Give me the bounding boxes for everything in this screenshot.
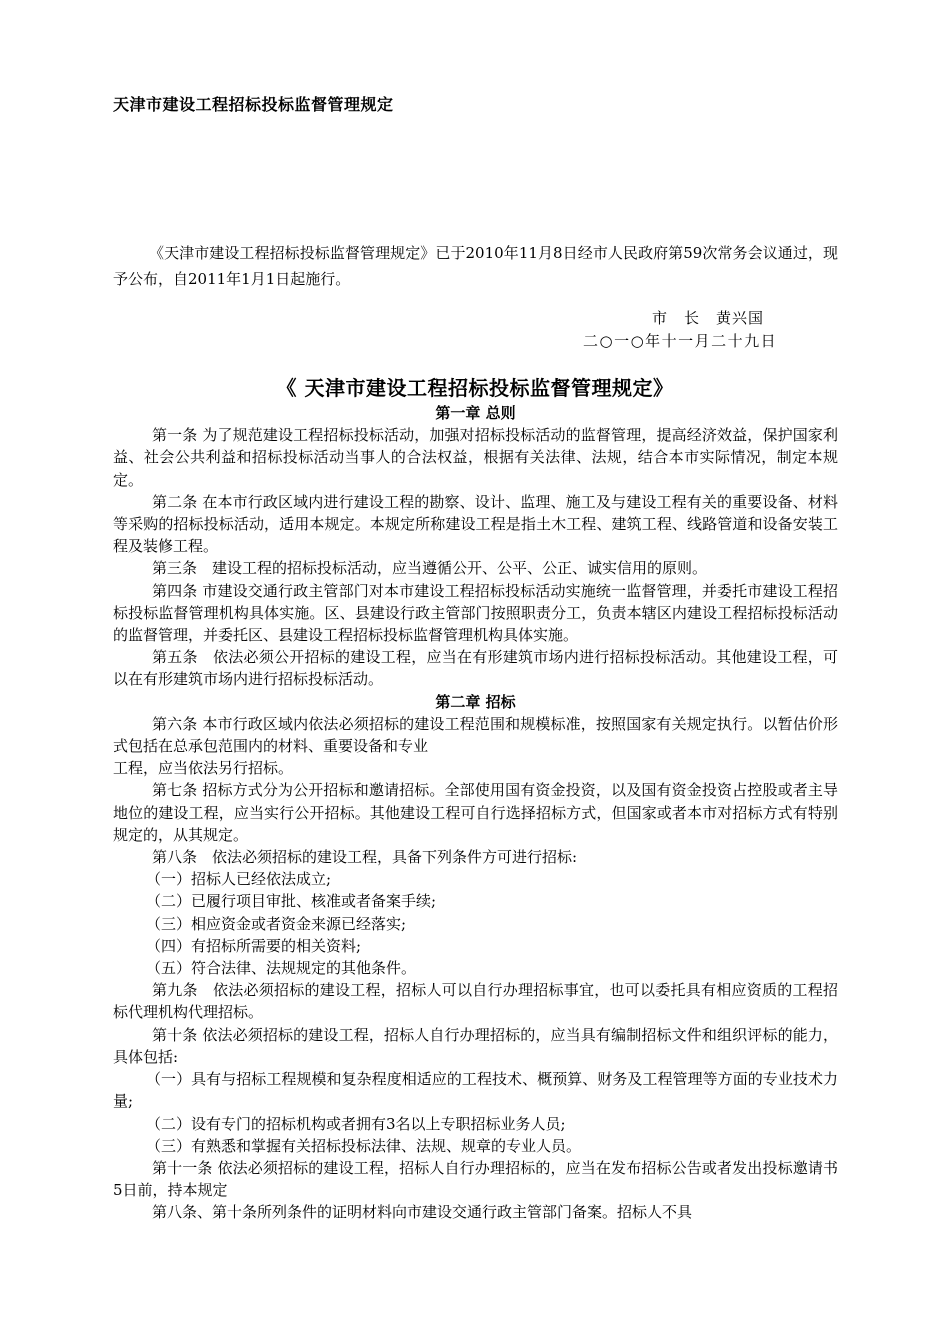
article-10: 第十条 依法必须招标的建设工程，招标人自行办理招标的，应当具有编制招标文件和组织评标的能力，具体包括: xyxy=(113,1025,838,1066)
chapter-heading: 第二章 招标 xyxy=(435,692,516,711)
signature-mayor: 市 长 黄兴国 xyxy=(652,309,765,327)
article-6: 第六条 本市行政区域内依法必须招标的建设工程范围和规模标准，按照国家有关规定执行。以暂估价形式包括在总承包范围内的材料、重要设备和专业 xyxy=(113,714,838,756)
article-8-item: （四）有招标所需要的相关资料; xyxy=(146,936,362,955)
article-11: 第十一条 依法必须招标的建设工程，招标人自行办理招标的，应当在发布招标公告或者发出投标邀请书5日前，持本规定 xyxy=(113,1158,838,1200)
article-1: 第一条 为了规范建设工程招标投标活动，加强对招标投标活动的监督管理，提高经济效益，保护国家利益、社会公共利益和招标投标活动当事人的合法权益，根据有关法律、法规，结合本市实际情况，制定本规定。 xyxy=(113,426,838,489)
article-6-continued: 工程，应当依法另行招标。 xyxy=(113,759,294,778)
promulgation-text: 《天津市建设工程招标投标监督管理规定》已于2010年11月8日经市人民政府第59次常务会议通过，现予公布，自2011年1月1日起施行。 xyxy=(113,244,838,288)
article-2: 第二条 在本市行政区域内进行建设工程的勘察、设计、监理、施工及与建设工程有关的重要设备、材料等采购的招标投标活动，适用本规定。本规定所称建设工程是指土木工程、建筑工程、线路管道和设备安装工程及装修工程。 xyxy=(113,492,838,556)
article-3: 第三条 建设工程的招标投标活动，应当遵循公开、公平、公正、诚实信用的原则。 xyxy=(152,559,708,578)
article-10-item: （一）具有与招标工程规模和复杂程度相适应的工程技术、概预算、财务及工程管理等方面的专业技术力量; xyxy=(113,1070,838,1111)
article-9: 第九条 依法必须招标的建设工程，招标人可以自行办理招标事宜，也可以委托具有相应资质的工程招标代理机构代理招标。 xyxy=(113,981,838,1022)
regulation-body xyxy=(113,402,838,1224)
article-8: 第八条 依法必须招标的建设工程，具备下列条件方可进行招标: xyxy=(152,848,578,867)
article-5: 第五条 依法必须公开招标的建设工程，应当在有形建筑市场内进行招标投标活动。其他建设工程，可以在有形建筑市场内进行招标投标活动。 xyxy=(113,648,838,689)
article-8-item: （三）相应资金或者资金来源已经落实; xyxy=(146,914,407,933)
article-4: 第四条 市建设交通行政主管部门对本市建设工程招标投标活动实施统一监督管理，并委托市建设工程招标投标监督管理机构具体实施。区、县建设行政主管部门按照职责分工，负责本辖区内建设工程招标投标活动的监督管理，并委托区、县建设工程招标投标监督管理机构具体实施。 xyxy=(113,581,838,645)
promulgation-notice xyxy=(113,240,838,292)
chapter-heading: 第一章 总则 xyxy=(435,404,516,422)
header-title: 天津市建设工程招标投标监督管理规定 xyxy=(113,95,394,114)
article-10-item: （三）有熟悉和掌握有关招标投标法律、法规、规章的专业人员。 xyxy=(146,1136,582,1155)
article-11-continued: 第八条、第十条所列条件的证明材料向市建设交通行政主管部门备案。招标人不具 xyxy=(152,1203,693,1222)
article-8-item: （五）符合法律、法规规定的其他条件。 xyxy=(146,959,417,978)
article-8-item: （一）招标人已经依法成立; xyxy=(146,870,332,889)
article-10-item: （二）设有专门的招标机构或者拥有3名以上专职招标业务人员; xyxy=(146,1114,566,1133)
document-title: 《 天津市建设工程招标投标监督管理规定》 xyxy=(276,376,674,400)
signature-date: 二○一○年十一月二十九日 xyxy=(583,332,778,350)
article-7: 第七条 招标方式分为公开招标和邀请招标。全部使用国有资金投资，以及国有资金投资占控股或者主导地位的建设工程，应当实行公开招标。其他建设工程可自行选择招标方式，但国家或者本市对招标方式有特别规定的，从其规定。 xyxy=(113,781,838,844)
article-8-item: （二）已履行项目审批、核准或者备案手续; xyxy=(146,892,437,911)
